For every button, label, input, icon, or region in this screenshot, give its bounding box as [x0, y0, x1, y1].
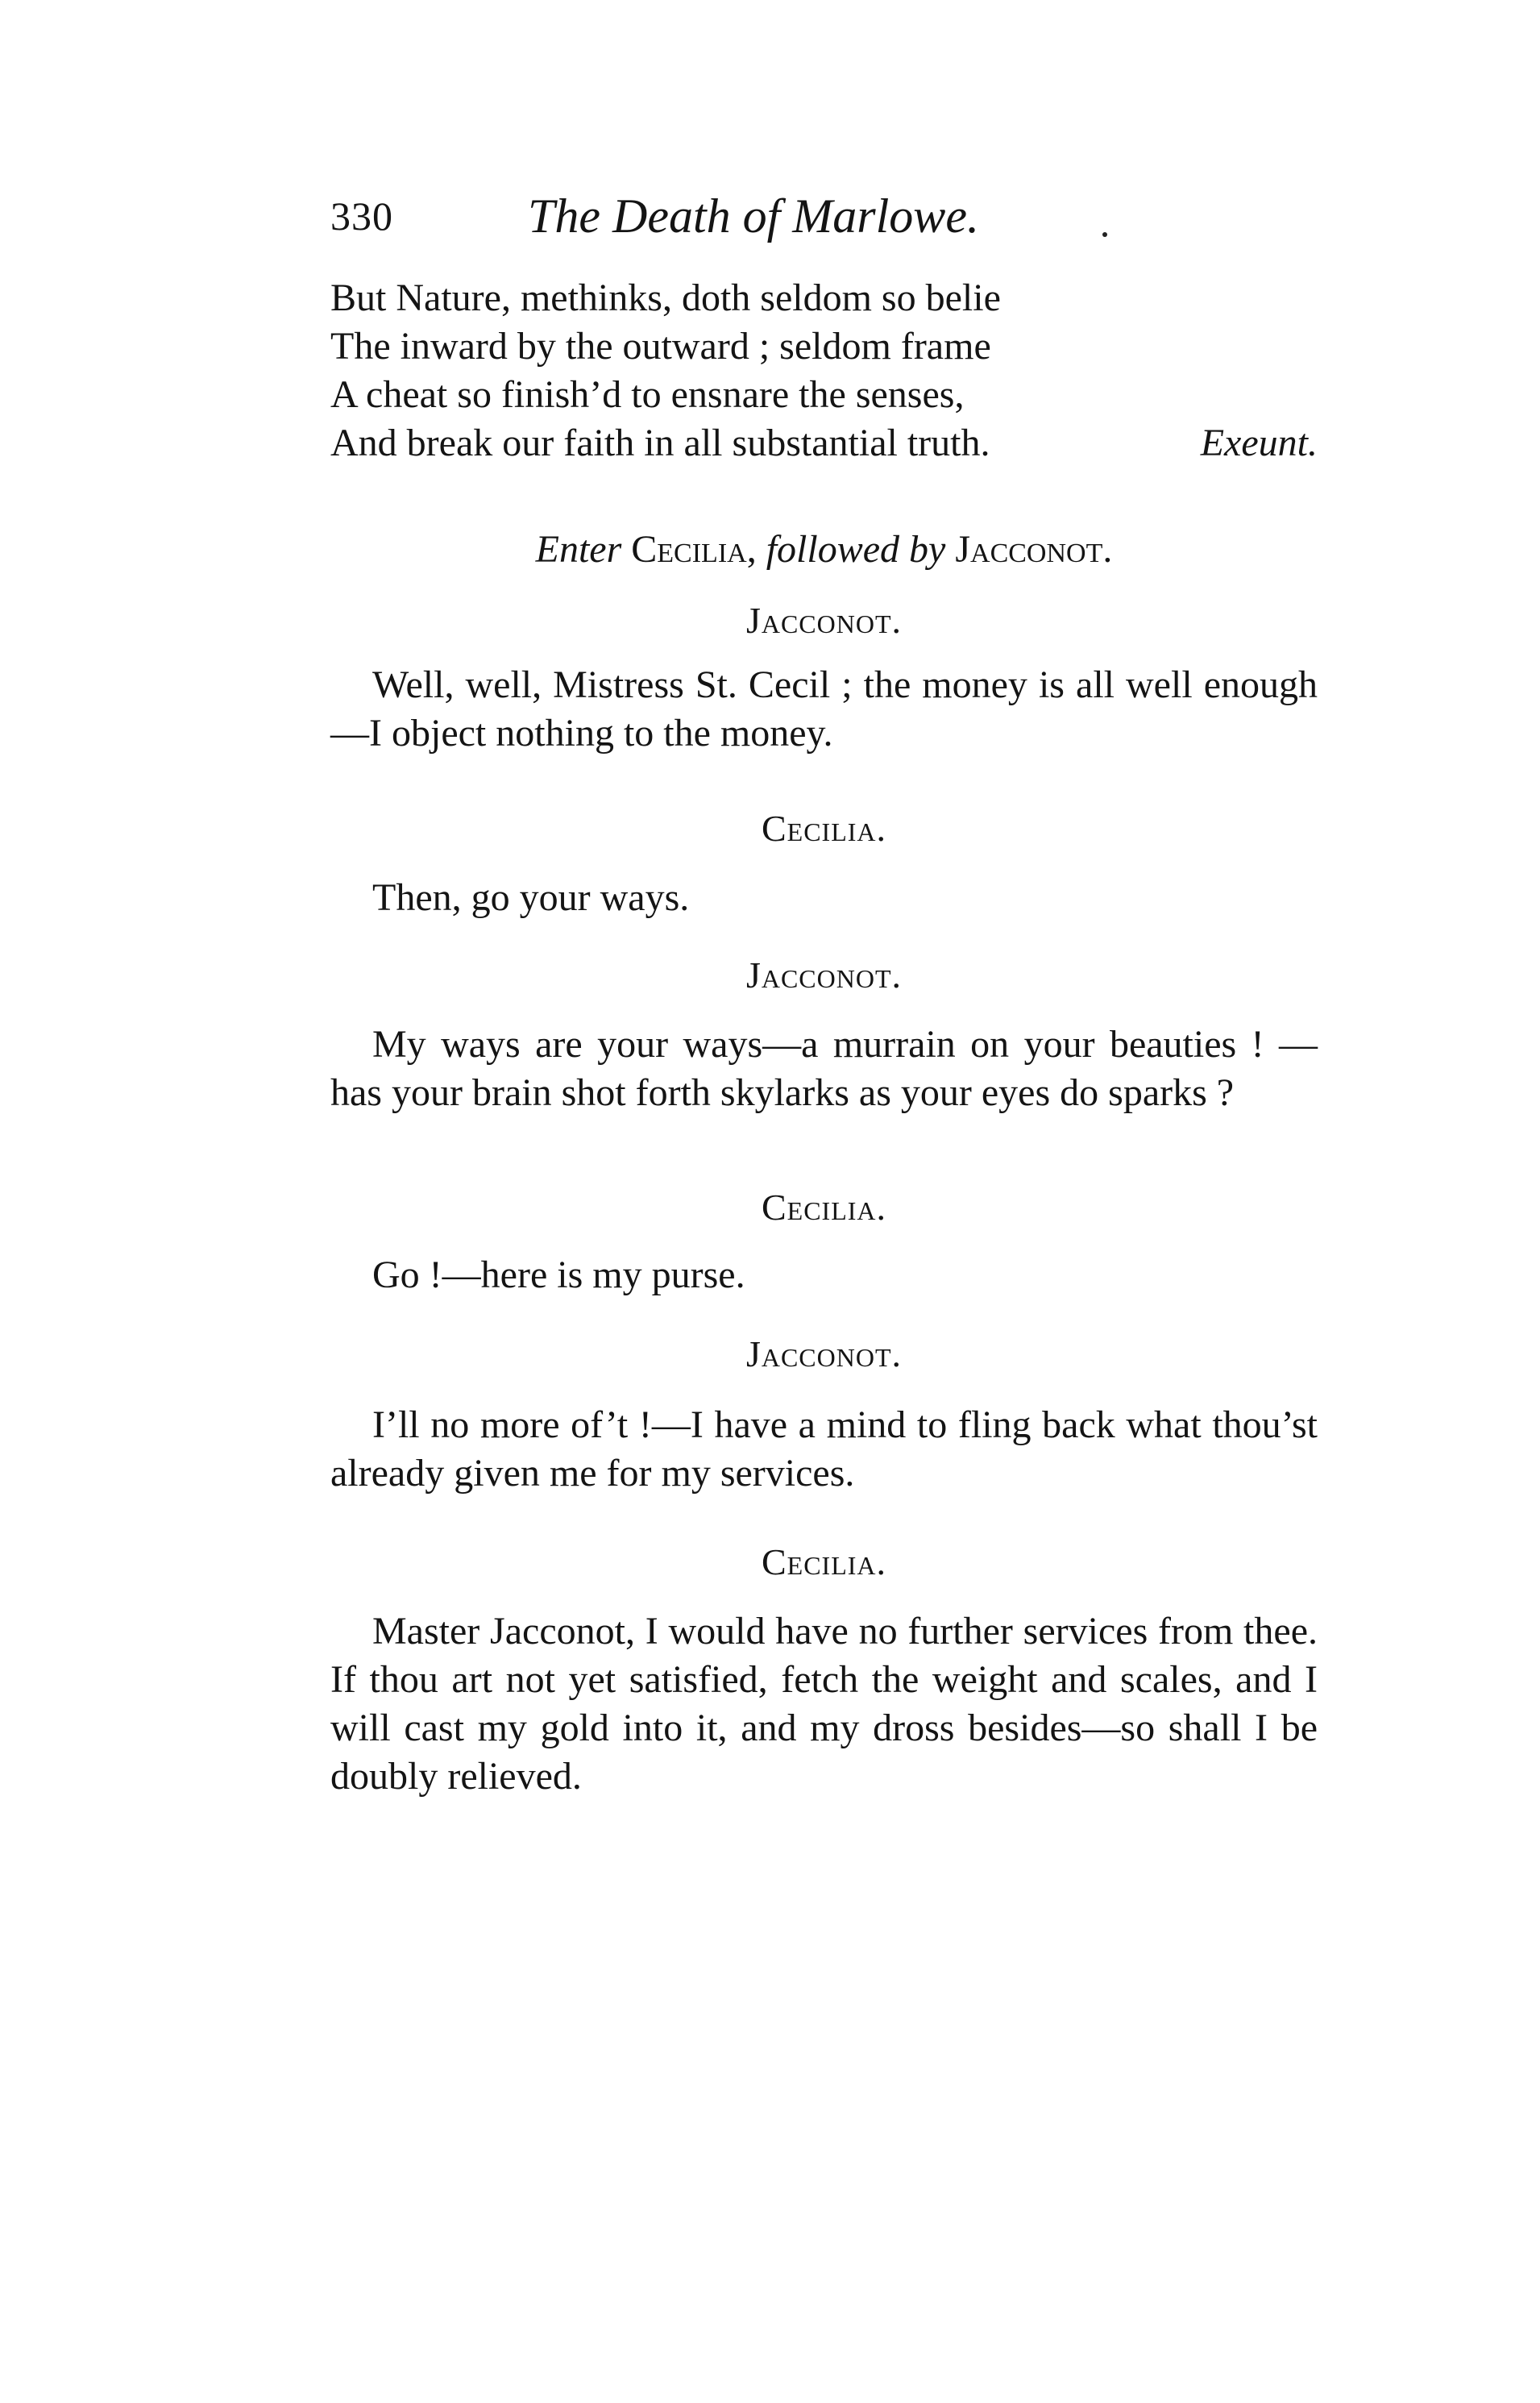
- verse-line: But Nature, methinks, doth seldom so belie: [330, 276, 1001, 319]
- verse-line: The inward by the outward ; seldom frame: [330, 325, 991, 368]
- speaker-name: Jacconot.: [745, 954, 903, 996]
- verse-line-with-exit: [330, 419, 1318, 468]
- speaker-name: Cecilia.: [761, 808, 887, 849]
- print-speck: [1102, 232, 1107, 237]
- exit-direction: Exeunt.: [1200, 422, 1318, 464]
- speech-text: Well, well, Mistress St. Cecil ; the money is all well enough—I object nothing to the money.: [330, 663, 1318, 755]
- speaker-name: Cecilia.: [761, 1541, 887, 1582]
- speech-text: Then, go your ways.: [372, 876, 690, 919]
- running-title: The Death of Marlowe.: [528, 189, 979, 243]
- page-header: [330, 184, 1314, 248]
- speech-text: My ways are your ways—a murrain on your beauties ! —has your brain shot forth skylarks as your eyes do sparks ?: [330, 1023, 1318, 1114]
- speech-text: Master Jacconot, I would have no further services from thee. If thou art not yet satisfied, fetch the weight and scales, and I will cast my gold into it, and my dross besides—so shall I be doubly relieved.: [330, 1610, 1318, 1798]
- page-number: 330: [330, 193, 393, 239]
- speech-text: Go !—here is my purse.: [372, 1253, 745, 1296]
- verse-line: And break our faith in all substantial truth.: [330, 422, 990, 464]
- speaker-name: Jacconot.: [745, 600, 903, 641]
- speaker-name: Jacconot.: [745, 1333, 903, 1374]
- speech-text: I’ll no more of’t !—I have a mind to fling back what thou’st already given me for my services.: [330, 1403, 1318, 1495]
- verse-line: A cheat so finish’d to ensnare the senses,: [330, 373, 965, 416]
- speaker-name: Cecilia.: [761, 1187, 887, 1228]
- stage-direction: Enter Cecilia, followed by Jacconot.: [535, 528, 1113, 571]
